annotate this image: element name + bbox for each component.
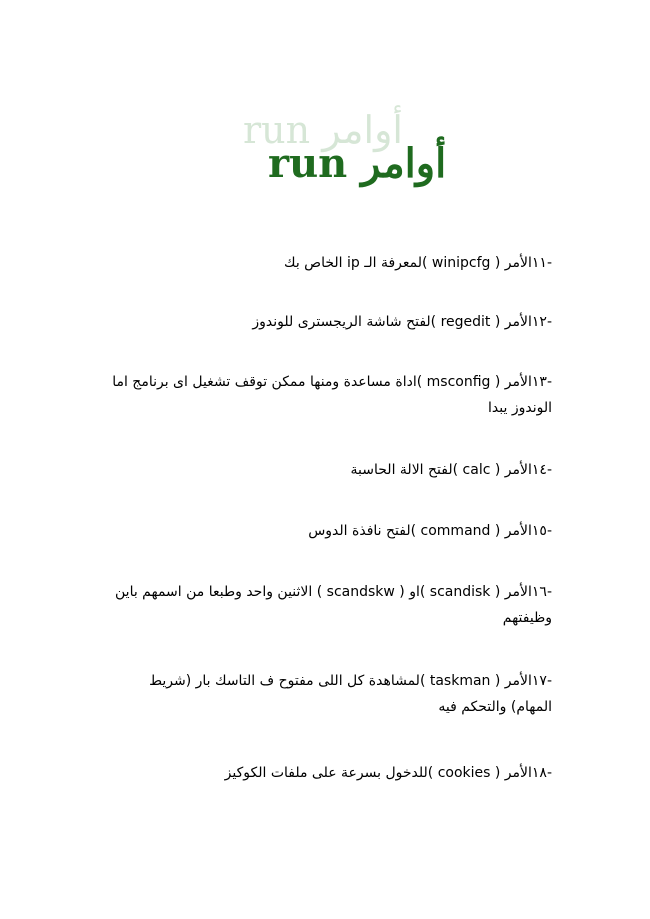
command-entry-18: -١٨الأمر ( cookies )للدخول بسرعة على ملفات الكوكيز	[224, 765, 552, 781]
command-entry-11: -١١الأمر ( winipcfg )لمعرفة الـ ip الخاص بك	[284, 255, 552, 271]
title-shadow-text: أوامر run	[243, 108, 403, 152]
command-entry-13: -١٣الأمر ( msconfig )اداة مساعدة ومنها ممكن توقف تشغيل اى برنامج اما الوندوز يبدا	[112, 374, 552, 416]
command-entry-16: -١٦الأمر ( scandisk )او ( scandskw ) الاثنين واحد وطبعا من اسمهم باين وظيفتهم	[115, 584, 552, 626]
command-entry-14: -١٤الأمر ( calc )لفتح الالة الحاسبة	[350, 462, 552, 478]
title-main-text: أوامر run	[268, 140, 447, 187]
command-entry-12: -١٢الأمر ( regedit )لفتح شاشة الريجسترى للوندوز	[252, 314, 552, 330]
command-entry-15: -١٥الأمر ( command )لفتح نافذة الدوس	[308, 523, 552, 539]
command-entry-17: -١٧الأمر ( taskman )لمشاهدة كل اللى مفتوح ف التاسك بار (شريط المهام) والتحكم فيه	[149, 673, 552, 715]
page-title	[0, 100, 650, 200]
